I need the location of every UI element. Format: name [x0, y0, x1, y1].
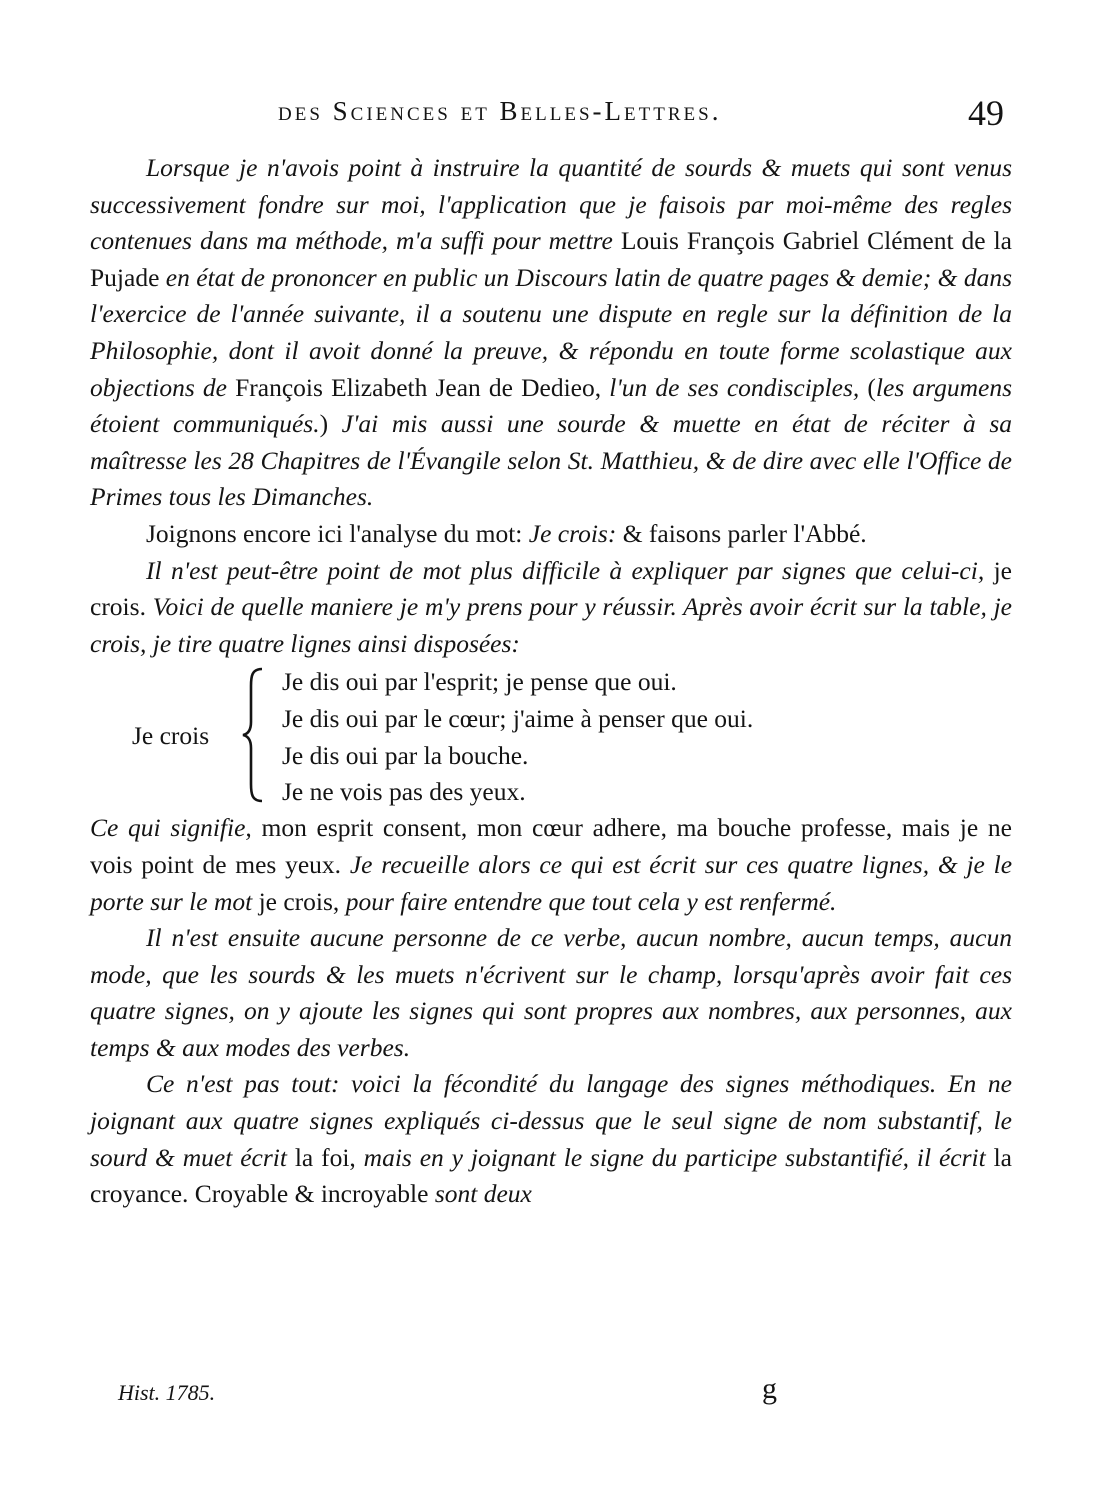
text-segment: la croyance.	[90, 1142, 1012, 1209]
text-segment: & faisons parler l'Abbé.	[616, 518, 867, 548]
bracket-line: Je dis oui par la bouche.	[282, 740, 529, 770]
page-number: 49	[968, 93, 1004, 133]
text-segment: )	[319, 409, 329, 439]
text-segment: en état de prononcer en public un Discours latin de quatre pages & demie; & dans l'exercice de l'année suivante, il a soutenu une dispute en regle sur la définition de la Philosophie, dont il avoit donné la preuve, & répondu en toute forme scolastique aux objections de	[90, 262, 1012, 402]
text-segment: la foi,	[294, 1142, 356, 1172]
text-segment: Je crois:	[528, 518, 617, 548]
bracket-line: Je dis oui par le cœur; j'aime à penser que oui.	[282, 703, 754, 733]
text-segment: (	[867, 372, 876, 402]
text-segment: je crois,	[258, 886, 340, 916]
text-segment: François Elizabeth Jean de Dedieo,	[235, 372, 602, 402]
paragraph-1	[90, 150, 1012, 516]
signature-letter: g	[762, 1372, 777, 1405]
paragraph-3	[90, 553, 1012, 663]
bracket-lines	[282, 664, 1002, 810]
text-segment: Il n'est ensuite aucune personne de ce verbe, aucun nombre, aucun temps, aucun mode, que les sourds & les muets n'écrivent sur le champ, lorsqu'après avoir fait ces quatre signes, on y ajoute les signes qui sont propres aux nombres, aux personnes, aux temps & aux modes des verbes.	[90, 923, 1012, 1062]
bracket-line: Je dis oui par l'esprit; je pense que oui.	[282, 667, 677, 697]
paragraph-6	[90, 1066, 1012, 1212]
paragraph-2	[90, 516, 1012, 553]
text-segment: je crois.	[90, 555, 1012, 622]
text-segment: Ce qui signifie,	[90, 813, 252, 843]
bracket-label: Je crois	[132, 721, 210, 751]
text-segment: Croyable & incroyable	[194, 1179, 429, 1209]
text-segment: mais en y joignant le signe du participe substantifié, il écrit	[355, 1142, 994, 1172]
running-head: des Sciences et Belles-Lettres.	[278, 96, 722, 126]
page-footer	[0, 1372, 1100, 1432]
text-segment: pour faire entendre que tout cela y est renfermé.	[339, 886, 837, 916]
text-segment: mon esprit consent, mon cœur adhere, ma bouche professe, mais je ne vois point de mes yeux.	[90, 813, 1012, 879]
text-segment: sont deux	[428, 1179, 532, 1209]
text-segment: Joignons encore ici l'analyse du mot:	[146, 518, 529, 548]
text-segment: Il n'est peut-être point de mot plus difficile à expliquer par signes que celui-ci,	[146, 555, 994, 585]
text-segment: J'ai mis aussi une sourde & muette en état de réciter à sa maîtresse les 28 Chapitres de l'Évangile selon St. Matthieu, & de dire avec elle l'Office de Primes tous les Dimanches.	[90, 409, 1012, 512]
curly-brace-icon	[240, 666, 266, 804]
text-segment: les argumens étoient communiqués.	[90, 372, 1013, 439]
text-segment: Voici de quelle maniere je m'y prens pour y réussir. Après avoir écrit sur la table, je crois, je tire quatre lignes ainsi disposées:	[90, 592, 1012, 658]
text-segment: Je recueille alors ce qui est écrit sur ces quatre lignes, & je le porte sur le mot	[90, 849, 1013, 916]
text-segment: Lorsque je n'avois point à instruire la quantité de sourds & muets qui sont venus successivement fondre sur moi, l'application que je faisois par moi-même des regles contenues dans ma méthode, m'a suffi pour mettre	[90, 153, 1012, 256]
paragraph-5	[90, 920, 1012, 1066]
bracket-line: Je ne vois pas des yeux.	[282, 777, 526, 807]
paragraph-4	[90, 810, 1012, 920]
text-segment: Ce n'est pas tout: voici la fécondité du langage des signes méthodiques. En ne joignant aux quatre signes expliqués ci-dessus que le seul signe de nom substantif, le sourd & muet écrit	[90, 1069, 1012, 1172]
page-header	[0, 92, 1100, 142]
signature-mark: Hist. 1785.	[118, 1380, 216, 1405]
bracket-block	[90, 664, 1012, 810]
text-segment: l'un de ses condisciples,	[601, 372, 868, 402]
text-segment: Louis François Gabriel Clément de la Pujade	[90, 226, 1012, 292]
body-text	[90, 150, 1012, 1213]
